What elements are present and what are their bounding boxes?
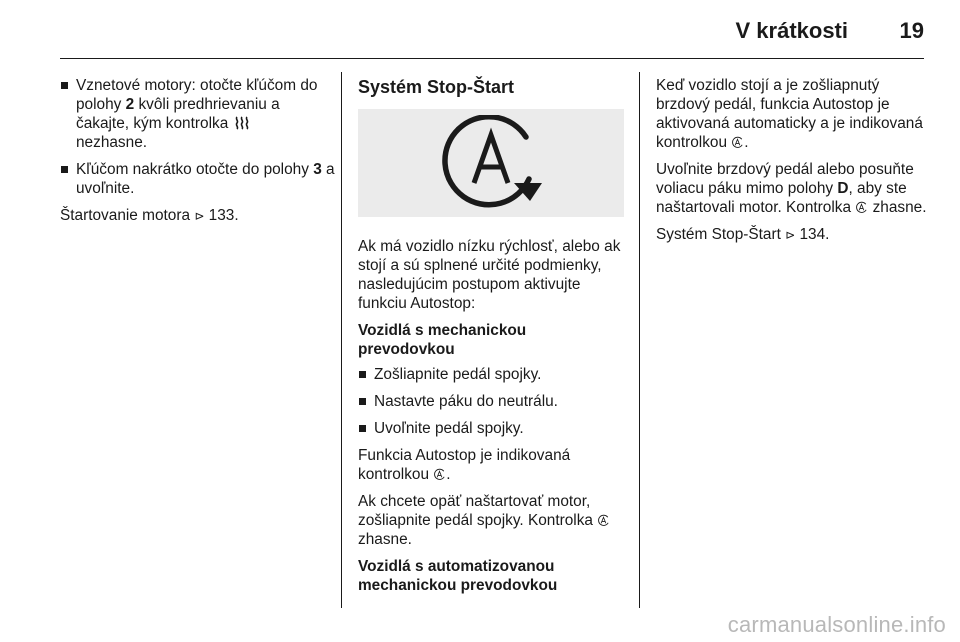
autostop-figure [358, 109, 624, 217]
subheading: Vozidlá s automatizovanou mechanickou prevodovkou [358, 558, 558, 594]
column-left [60, 76, 336, 234]
paragraph: Funkcia Autostop je indikovaná kontrolkou . [358, 447, 571, 483]
glow-plug-icon [233, 115, 251, 131]
paragraph: Ak má vozidlo nízku rýchlosť, alebo ak stojí a sú splnené určité podmienky, nasledujúcim postupom aktivujte funkciu Autostop: [358, 238, 621, 312]
autostop-icon [433, 468, 446, 481]
list-item: Uvoľnite pedál spojky. [358, 419, 624, 438]
list-item: Zošliapnite pedál spojky. [358, 365, 624, 384]
autostop-icon [731, 136, 744, 149]
page-header [60, 16, 924, 48]
paragraph: Uvoľnite brzdový pedál alebo posuňte voliacu páku mimo polohy D, aby ste naštartovali motor. Kontrolka zhasne. [656, 161, 927, 216]
page-reference[interactable]: Systém Stop-Štart ⊳ 134. [656, 226, 830, 243]
column-middle [358, 76, 624, 601]
column-right [656, 76, 928, 253]
page-title: V krátkosti [735, 18, 848, 43]
list-item: Kľúčom nakrátko otočte do polohy 3 a uvoľnite. [60, 160, 336, 198]
paragraph: Ak chcete opäť naštartovať motor, zošliapnite pedál spojky. Kontrolka zhasne. [358, 492, 624, 549]
autostop-icon [855, 201, 868, 214]
bullet-square-icon [359, 371, 366, 378]
bullet-square-icon [61, 166, 68, 173]
header-divider [60, 58, 924, 59]
page-reference[interactable]: Štartovanie motora ⊳ 133. [60, 207, 239, 224]
paragraph: Keď vozidlo stojí a je zošliapnutý brzdový pedál, funkcia Autostop je aktivovaná automaticky a je indikovaná kontrolkou . [656, 77, 923, 151]
bullet-square-icon [61, 82, 68, 89]
bullet-square-icon [359, 398, 366, 405]
watermark: carmanualsonline.info [727, 612, 946, 637]
autostop-icon [434, 115, 548, 211]
reference-arrow-icon: ⊳ [785, 228, 796, 242]
page-number: 19 [899, 18, 924, 43]
subheading: Vozidlá s mechanickou prevodovkou [358, 322, 527, 358]
list-item: Nastavte páku do neutrálu. [358, 392, 624, 411]
autostop-icon [597, 514, 610, 527]
section-title: Systém Stop-Štart [358, 77, 515, 97]
reference-arrow-icon: ⊳ [194, 209, 205, 223]
column-divider-2 [639, 72, 640, 608]
list-item: Vznetové motory: otočte kľúčom do polohy 2 kvôli predhrievaniu a čakajte, kým kontrolka nezhasne. [60, 76, 336, 152]
bullet-square-icon [359, 425, 366, 432]
column-divider-1 [341, 72, 342, 608]
